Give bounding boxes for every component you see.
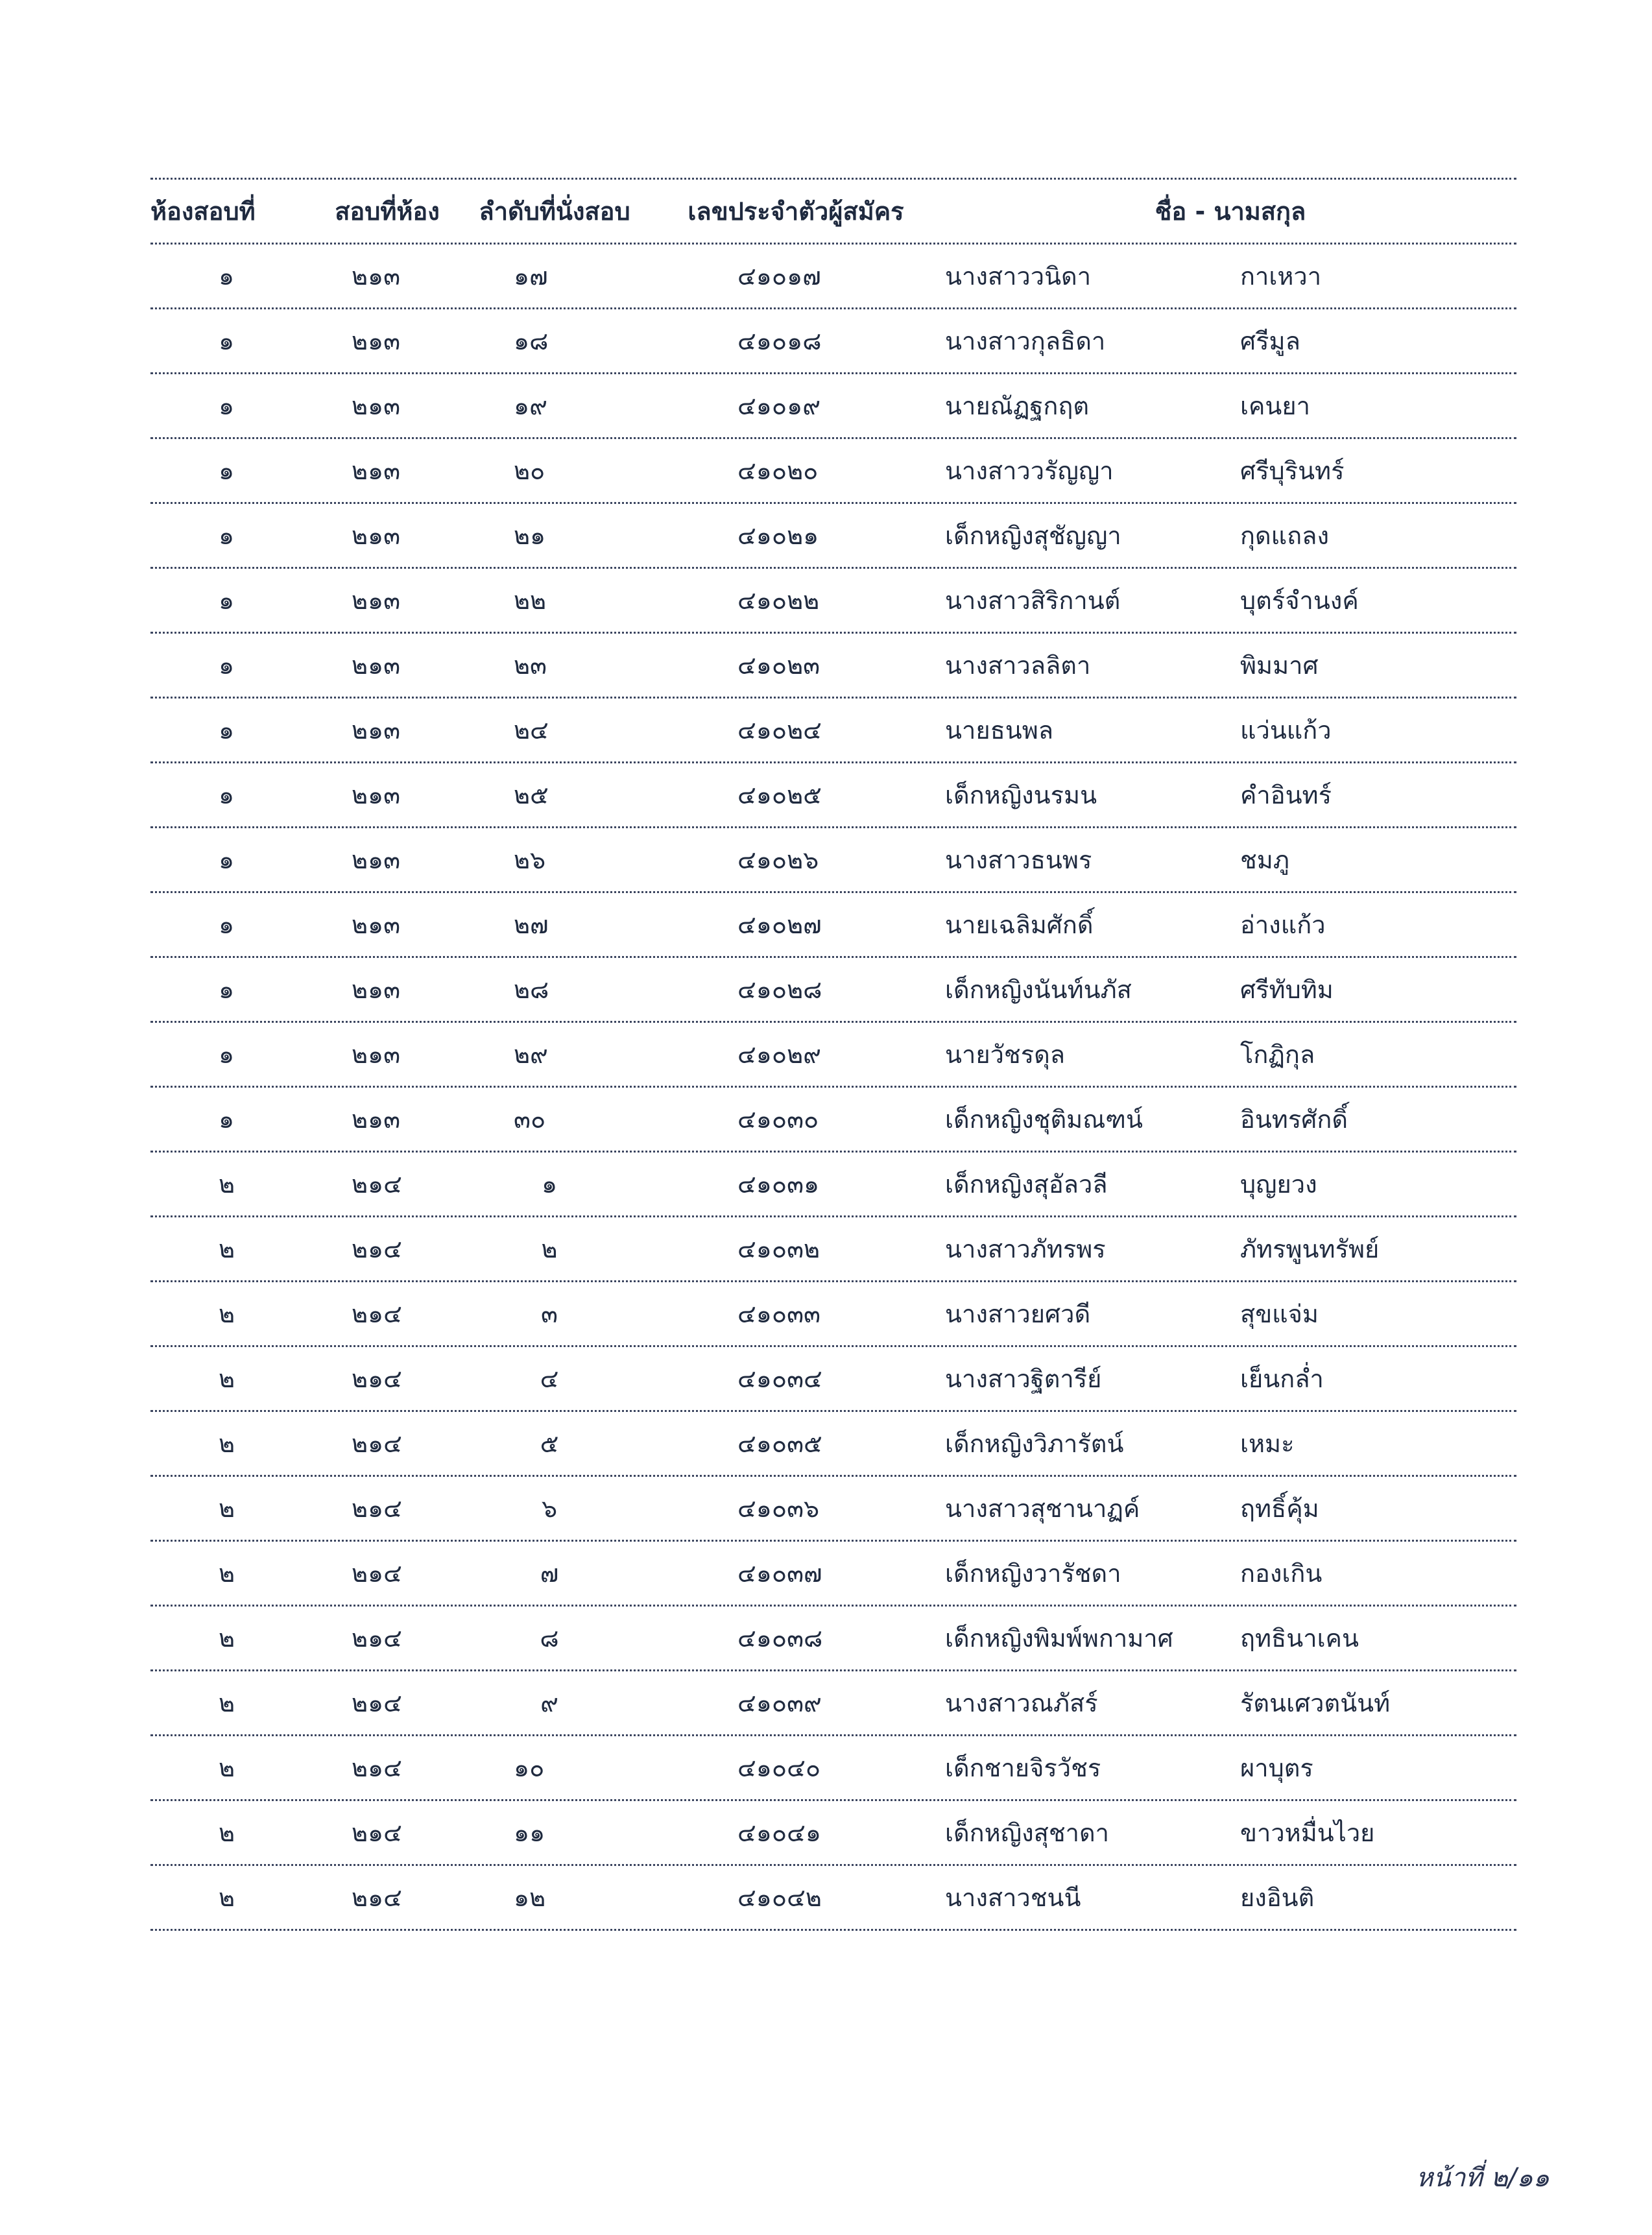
cell-applicant-id: ๔๑๐๓๘ <box>737 1624 823 1653</box>
cell-seat: ๒๕ <box>514 781 549 809</box>
cell-applicant-id: ๔๑๐๔๒ <box>737 1883 822 1912</box>
cell-room: ๑ <box>219 392 235 420</box>
cell-room: ๑ <box>219 327 235 355</box>
cell-room: ๒ <box>219 1559 235 1588</box>
cell-applicant-id: ๔๑๐๑๘ <box>737 327 822 355</box>
cell-room: ๒ <box>219 1429 235 1458</box>
cell-last-name: อ่างแก้ว <box>1240 911 1326 939</box>
cell-first-name: นางสาววนิดา <box>945 262 1092 291</box>
header-room-no: สอบที่ห้อง <box>335 197 440 226</box>
cell-first-name: นางสาวฐิตารีย์ <box>945 1365 1102 1393</box>
cell-seat: ๙ <box>540 1689 558 1717</box>
header-applicant-id: เลขประจำตัวผู้สมัคร <box>688 197 904 226</box>
table-row <box>150 569 1516 632</box>
table-row <box>150 1412 1516 1475</box>
cell-room-no: ๒๑๓ <box>352 392 401 420</box>
cell-room-no: ๒๑๔ <box>352 1559 402 1588</box>
cell-applicant-id: ๔๑๐๒๐ <box>737 457 819 485</box>
cell-room: ๒ <box>219 1365 235 1393</box>
cell-last-name: ขาวหมื่นไวย <box>1240 1819 1375 1847</box>
cell-room: ๑ <box>219 262 235 291</box>
cell-first-name: นายณัฏฐกฤต <box>945 392 1090 420</box>
cell-room: ๒ <box>219 1754 235 1782</box>
cell-first-name: นายวัชรดุล <box>945 1040 1066 1069</box>
cell-seat: ๕ <box>540 1429 559 1458</box>
exam-seating-table <box>150 178 1516 1931</box>
cell-first-name: นางสาววรัญญา <box>945 457 1114 485</box>
cell-seat: ๒๐ <box>514 457 545 485</box>
cell-room-no: ๒๑๔ <box>352 1300 402 1328</box>
cell-first-name: นางสาวกุลธิดา <box>945 327 1106 355</box>
cell-seat: ๑๐ <box>514 1754 545 1782</box>
cell-applicant-id: ๔๑๐๓๖ <box>737 1494 820 1523</box>
cell-room: ๒ <box>219 1300 235 1328</box>
table-header-row <box>150 180 1516 243</box>
cell-first-name: เด็กหญิงพิมพ์พกามาศ <box>945 1624 1173 1653</box>
cell-applicant-id: ๔๑๐๒๔ <box>737 716 822 745</box>
cell-first-name: นางสาวลลิตา <box>945 651 1091 680</box>
cell-room-no: ๒๑๓ <box>352 781 401 809</box>
cell-room-no: ๒๑๔ <box>352 1754 402 1782</box>
cell-seat: ๑๙ <box>514 392 547 420</box>
cell-room-no: ๒๑๓ <box>352 521 401 550</box>
cell-room: ๒ <box>219 1883 235 1912</box>
cell-last-name: บุญยวง <box>1240 1170 1317 1199</box>
cell-last-name: กองเกิน <box>1240 1559 1323 1588</box>
table-row <box>150 504 1516 567</box>
table-row <box>150 1801 1516 1864</box>
table-row <box>150 699 1516 761</box>
cell-applicant-id: ๔๑๐๓๕ <box>737 1429 822 1458</box>
cell-room-no: ๒๑๓ <box>352 846 401 874</box>
cell-applicant-id: ๔๑๐๓๒ <box>737 1235 820 1263</box>
cell-seat: ๓๐ <box>514 1105 546 1134</box>
cell-applicant-id: ๔๑๐๔๑ <box>737 1819 821 1847</box>
table-row <box>150 1217 1516 1280</box>
cell-seat: ๒๓ <box>514 651 547 680</box>
cell-room: ๑ <box>219 651 235 680</box>
table-row <box>150 309 1516 372</box>
table-row <box>150 1477 1516 1540</box>
cell-first-name: เด็กหญิงสุชัญญา <box>945 521 1121 550</box>
cell-last-name: บุตร์จำนงค์ <box>1240 586 1359 615</box>
cell-room: ๑ <box>219 975 235 1004</box>
cell-room-no: ๒๑๓ <box>352 975 401 1004</box>
cell-last-name: ศรีทับทิม <box>1240 975 1334 1004</box>
cell-last-name: เหมะ <box>1240 1429 1295 1458</box>
cell-seat: ๒๔ <box>514 716 549 745</box>
cell-applicant-id: ๔๑๐๒๑ <box>737 521 819 550</box>
cell-applicant-id: ๔๑๐๓๓ <box>737 1300 821 1328</box>
cell-room: ๒ <box>219 1624 235 1653</box>
cell-room-no: ๒๑๔ <box>352 1494 402 1523</box>
table-row <box>150 1088 1516 1151</box>
cell-seat: ๑๒ <box>514 1883 546 1912</box>
cell-applicant-id: ๔๑๐๓๙ <box>737 1689 822 1717</box>
cell-seat: ๘ <box>540 1624 559 1653</box>
cell-applicant-id: ๔๑๐๒๙ <box>737 1040 821 1069</box>
cell-last-name: พิมมาศ <box>1240 651 1319 680</box>
cell-seat: ๑๘ <box>514 327 549 355</box>
table-row <box>150 439 1516 502</box>
cell-last-name: คำอินทร์ <box>1240 781 1332 809</box>
cell-seat: ๒ <box>541 1235 558 1263</box>
cell-last-name: แว่นแก้ว <box>1240 716 1332 745</box>
cell-last-name: รัตนเศวตนันท์ <box>1240 1689 1391 1717</box>
cell-last-name: ศรีบุรินทร์ <box>1240 457 1345 485</box>
cell-first-name: นางสาวภัทรพร <box>945 1235 1106 1263</box>
cell-room-no: ๒๑๔ <box>352 1624 402 1653</box>
table-row <box>150 1153 1516 1215</box>
cell-applicant-id: ๔๑๐๓๑ <box>737 1170 820 1199</box>
table-row <box>150 1282 1516 1345</box>
cell-applicant-id: ๔๑๐๔๐ <box>737 1754 821 1782</box>
cell-last-name: ยงอินติ <box>1240 1883 1315 1912</box>
cell-first-name: นายเฉลิมศักดิ์ <box>945 911 1094 939</box>
table-row <box>150 634 1516 697</box>
table-row <box>150 1671 1516 1734</box>
cell-applicant-id: ๔๑๐๓๗ <box>737 1559 822 1588</box>
cell-applicant-id: ๔๑๐๓๔ <box>737 1365 822 1393</box>
cell-last-name: โกฏิกุล <box>1240 1040 1315 1069</box>
cell-last-name: กุดแถลง <box>1240 521 1330 550</box>
cell-seat: ๖ <box>541 1494 558 1523</box>
cell-last-name: ผาบุตร <box>1240 1754 1313 1782</box>
cell-first-name: เด็กหญิงวารัชดา <box>945 1559 1121 1588</box>
cell-last-name: ภัทรพูนทรัพย์ <box>1240 1235 1380 1263</box>
cell-last-name: อินทรศักดิ์ <box>1240 1105 1348 1134</box>
table-row <box>150 763 1516 826</box>
cell-room: ๒ <box>219 1819 235 1847</box>
cell-applicant-id: ๔๑๐๓๐ <box>737 1105 819 1134</box>
cell-first-name: เด็กหญิงนรมน <box>945 781 1097 809</box>
cell-first-name: เด็กหญิงวิภารัตน์ <box>945 1429 1124 1458</box>
cell-room-no: ๒๑๓ <box>352 716 401 745</box>
table-row <box>150 245 1516 307</box>
cell-seat: ๒๖ <box>514 846 546 874</box>
cell-first-name: เด็กหญิงสุอัลวลี <box>945 1170 1108 1199</box>
cell-room-no: ๒๑๔ <box>352 1883 402 1912</box>
table-row <box>150 1023 1516 1086</box>
cell-applicant-id: ๔๑๐๒๒ <box>737 586 820 615</box>
cell-room: ๑ <box>219 911 235 939</box>
table-row <box>150 1866 1516 1929</box>
cell-room: ๑ <box>219 781 235 809</box>
cell-applicant-id: ๔๑๐๑๙ <box>737 392 821 420</box>
cell-room-no: ๒๑๔ <box>352 1365 402 1393</box>
table-row <box>150 1607 1516 1669</box>
cell-room-no: ๒๑๔ <box>352 1429 402 1458</box>
cell-room-no: ๒๑๔ <box>352 1170 402 1199</box>
cell-last-name: ชมภู <box>1240 846 1289 874</box>
table-row <box>150 958 1516 1021</box>
cell-applicant-id: ๔๑๐๒๘ <box>737 975 822 1004</box>
cell-seat: ๒๑ <box>514 521 546 550</box>
cell-seat: ๒๙ <box>514 1040 548 1069</box>
cell-seat: ๗ <box>540 1559 559 1588</box>
cell-seat: ๒๒ <box>514 586 547 615</box>
table-row <box>150 828 1516 891</box>
row-divider <box>150 1929 1516 1931</box>
cell-first-name: เด็กหญิงชุติมณฑน์ <box>945 1105 1143 1134</box>
cell-room: ๑ <box>219 716 235 745</box>
cell-room: ๒ <box>219 1494 235 1523</box>
cell-room-no: ๒๑๓ <box>352 911 401 939</box>
table-row <box>150 893 1516 956</box>
table-body <box>150 245 1516 1931</box>
cell-last-name: ฤทธินาเคน <box>1240 1624 1359 1653</box>
table-row <box>150 1542 1516 1605</box>
header-seat: ลำดับที่นั่งสอบ <box>479 197 630 226</box>
header-room: ห้องสอบที่ <box>150 197 256 226</box>
table-row <box>150 1736 1516 1799</box>
cell-first-name: เด็กหญิงสุชาดา <box>945 1819 1109 1847</box>
page-number: หน้าที่ ๒/๑๑ <box>1416 2163 1550 2193</box>
cell-first-name: เด็กหญิงนันท์นภัส <box>945 975 1132 1004</box>
cell-last-name: ฤทธิ์คุ้ม <box>1240 1494 1319 1523</box>
cell-seat: ๑ <box>541 1170 558 1199</box>
cell-first-name: นางสาวยศวดี <box>945 1300 1091 1328</box>
cell-seat: ๑๗ <box>514 262 548 291</box>
cell-last-name: เคนยา <box>1240 392 1310 420</box>
cell-first-name: นางสาวสุชานาฏค์ <box>945 1494 1140 1523</box>
cell-seat: ๓ <box>541 1300 558 1328</box>
cell-seat: ๒๗ <box>514 911 549 939</box>
cell-room: ๑ <box>219 457 235 485</box>
cell-room: ๒ <box>219 1689 235 1717</box>
cell-room: ๑ <box>219 521 235 550</box>
cell-room-no: ๒๑๔ <box>352 1235 402 1263</box>
cell-first-name: นางสาวชนนี <box>945 1883 1081 1912</box>
cell-room: ๑ <box>219 586 235 615</box>
cell-last-name: ศรีมูล <box>1240 327 1300 355</box>
cell-first-name: เด็กชายจิรวัชร <box>945 1754 1101 1782</box>
cell-first-name: นางสาวณภัสร์ <box>945 1689 1098 1717</box>
cell-last-name: เย็นกล่ำ <box>1240 1365 1324 1393</box>
cell-applicant-id: ๔๑๐๑๗ <box>737 262 821 291</box>
cell-room: ๑ <box>219 1105 235 1134</box>
cell-first-name: นางสาวสิริกานต์ <box>945 586 1121 615</box>
table-row <box>150 1347 1516 1410</box>
cell-first-name: นางสาวธนพร <box>945 846 1092 874</box>
cell-room-no: ๒๑๓ <box>352 651 401 680</box>
cell-seat: ๑๑ <box>514 1819 545 1847</box>
cell-room: ๒ <box>219 1235 235 1263</box>
cell-room-no: ๒๑๔ <box>352 1819 402 1847</box>
cell-room: ๒ <box>219 1170 235 1199</box>
cell-room-no: ๒๑๓ <box>352 457 401 485</box>
cell-room-no: ๒๑๓ <box>352 327 401 355</box>
cell-last-name: สุขแจ่ม <box>1240 1300 1319 1328</box>
cell-room-no: ๒๑๓ <box>352 586 401 615</box>
cell-room-no: ๒๑๓ <box>352 1105 401 1134</box>
cell-applicant-id: ๔๑๐๒๗ <box>737 911 822 939</box>
cell-room: ๑ <box>219 1040 235 1069</box>
cell-room-no: ๒๑๓ <box>352 262 401 291</box>
table-row <box>150 374 1516 437</box>
cell-seat: ๔ <box>540 1365 559 1393</box>
header-name: ชื่อ - นามสกุล <box>1155 197 1306 226</box>
cell-room-no: ๒๑๔ <box>352 1689 402 1717</box>
cell-last-name: กาเหวา <box>1240 262 1322 291</box>
cell-room-no: ๒๑๓ <box>352 1040 401 1069</box>
cell-applicant-id: ๔๑๐๒๓ <box>737 651 820 680</box>
cell-applicant-id: ๔๑๐๒๖ <box>737 846 819 874</box>
cell-first-name: นายธนพล <box>945 716 1054 745</box>
cell-seat: ๒๘ <box>514 975 549 1004</box>
cell-room: ๑ <box>219 846 235 874</box>
cell-applicant-id: ๔๑๐๒๕ <box>737 781 822 809</box>
